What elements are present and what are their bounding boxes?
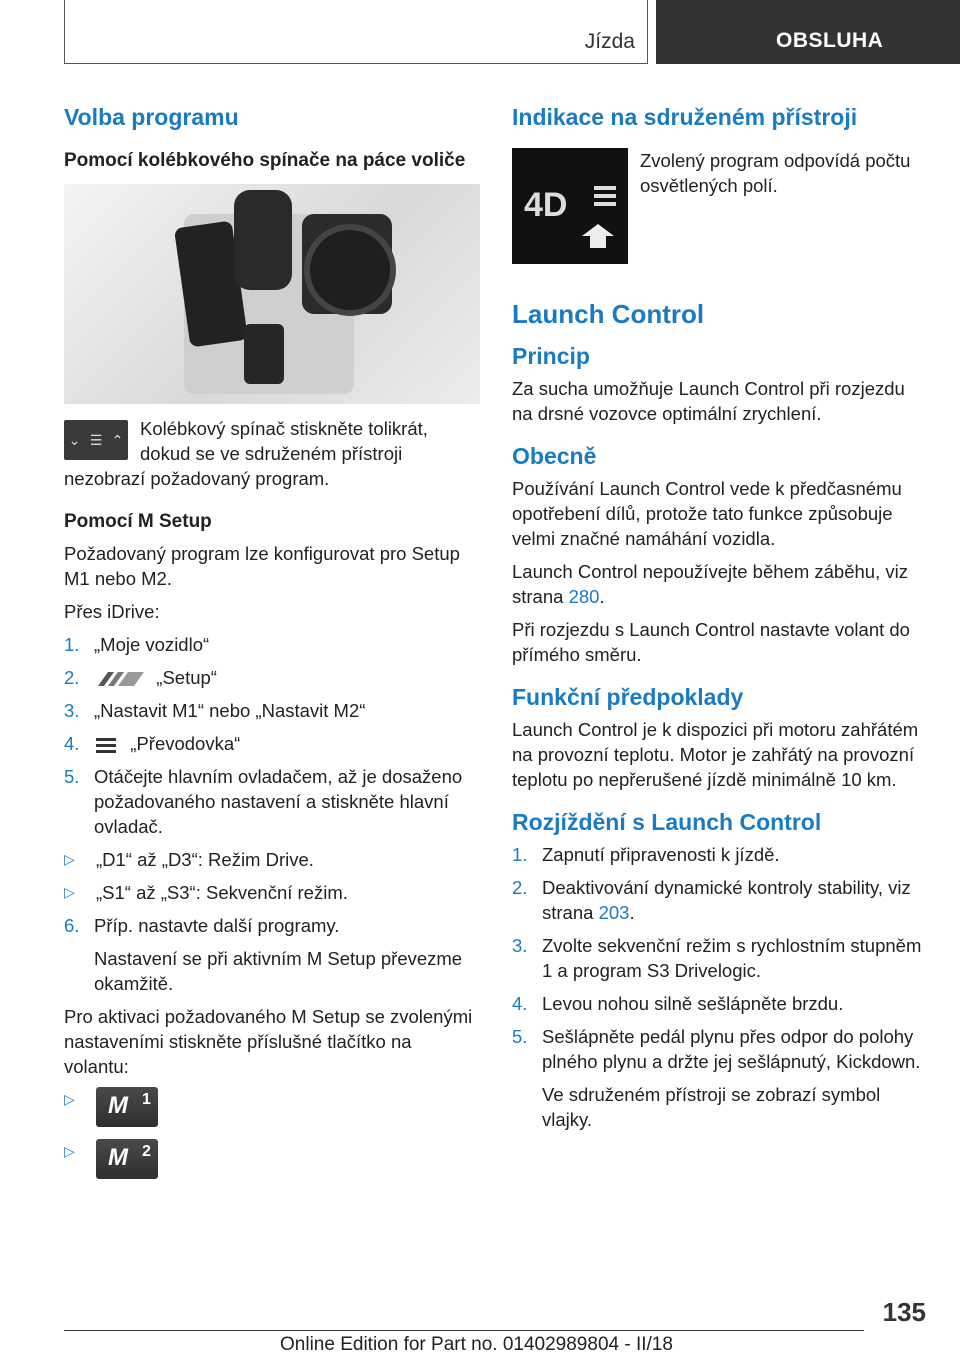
heading-obecne: Obecně bbox=[512, 443, 597, 469]
section-title-cluster: Indikace na sdruženém přístroji bbox=[512, 104, 858, 130]
obecne-text-2: Launch Control nepoužívejte během záběhu, viz strana 280. bbox=[512, 561, 908, 607]
m-buttons-list bbox=[64, 1087, 474, 1179]
header-section-box bbox=[64, 0, 648, 64]
header-chapter-box bbox=[656, 0, 960, 64]
section-title-launch: Launch Control bbox=[512, 299, 705, 329]
heading-predpoklady: Funkční předpoklady bbox=[512, 684, 744, 710]
obecne-text-3: Při rozjezdu s Launch Control nastavte volant do přímého směru. bbox=[512, 619, 910, 665]
list-item: 6. Příp. nastavte další programy. bbox=[64, 915, 340, 936]
rocker-paragraph bbox=[64, 416, 474, 491]
activate-text: Pro aktivaci požadovaného M Setup se zvolenými nastaveními stiskněte příslušné tlačítko na volantu: bbox=[64, 1006, 473, 1077]
launch-steps bbox=[512, 842, 928, 1074]
cluster-text: Zvolený program odpovídá počtu osvětlených polí. bbox=[640, 150, 911, 196]
page-link-203[interactable]: 203 bbox=[598, 902, 630, 923]
m-stripes-icon bbox=[94, 670, 146, 688]
right-column bbox=[512, 100, 928, 1140]
page-link-280[interactable]: 280 bbox=[568, 586, 600, 607]
subsection-msetup: Pomocí M Setup bbox=[64, 511, 212, 532]
list-item: 1. „Moje vozidlo“ bbox=[64, 634, 210, 655]
svg-text:4D: 4D bbox=[524, 186, 568, 224]
list-item: 3. „Nastavit M1“ nebo „Nastavit M2“ bbox=[64, 700, 366, 721]
rocker-text: Kolébkový spínač stiskněte tolikrát, dokud se ve sdruženém přístroji nezobrazí požadovaný program. bbox=[64, 418, 428, 489]
obecne-text-1: Používání Launch Control vede k předčasnému opotřebení dílů, protože tato funkce způsobuje velmi značné namáhání vozidla. bbox=[512, 478, 902, 549]
header-section: Jízda bbox=[584, 30, 635, 53]
transmission-menu-icon bbox=[94, 735, 120, 755]
heading-princip: Princip bbox=[512, 343, 590, 369]
msetup-text: Požadovaný program lze konfigurovat pro Setup M1 nebo M2. bbox=[64, 543, 460, 589]
footer-edition: Online Edition for Part no. 01402989804 - II/18 bbox=[280, 1334, 673, 1355]
idrive-steps-cont bbox=[64, 913, 474, 938]
section-title-program: Volba programu bbox=[64, 104, 239, 130]
list-item: ▷ „D1“ až „D3“: Režim Drive. bbox=[64, 849, 314, 870]
step6-note: Nastavení se při aktivním M Setup převezme okamžitě. bbox=[94, 948, 463, 994]
cluster-block bbox=[512, 148, 928, 224]
step5-note: Ve sdruženém přístroji se zobrazí symbol vlajky. bbox=[542, 1084, 881, 1130]
predpoklady-text: Launch Control je k dispozici při motoru zahřátém na provozní teplotu. Motor je zahřátý na provozní teplotu po nepřerušené jízdě minimálně 10 km. bbox=[512, 719, 919, 790]
heading-rozjizdeni: Rozjíždění s Launch Control bbox=[512, 809, 822, 835]
list-item: 2. Deaktivování dynamické kontroly stability, viz strana 203. bbox=[512, 877, 911, 923]
list-item: 1. Zapnutí připravenosti k jízdě. bbox=[512, 844, 780, 865]
left-column bbox=[64, 100, 474, 1187]
list-item: ▷ „S1“ až „S3“: Sekvenční režim. bbox=[64, 882, 348, 903]
idrive-steps bbox=[64, 632, 474, 839]
cluster-display-icon bbox=[512, 148, 628, 264]
rocker-switch-icon: ⌄ ☰ ⌃ bbox=[64, 420, 128, 460]
list-item: 2. „Setup“ bbox=[64, 667, 217, 688]
list-item: 3. Zvolte sekvenční režim s rychlostním stupněm 1 a program S3 Drivelogic. bbox=[512, 935, 922, 981]
list-item: 4. Levou nohou silně sešlápněte brzdu. bbox=[512, 993, 844, 1014]
page-number: 135 bbox=[882, 1297, 926, 1327]
list-item: 4. „Převodovka“ bbox=[64, 733, 241, 754]
list-item: ▷ M 2 bbox=[64, 1139, 474, 1179]
princip-text: Za sucha umožňuje Launch Control při rozjezdu na drsné vozovce optimální zrychlení. bbox=[512, 378, 905, 424]
idrive-text: Přes iDrive: bbox=[64, 601, 160, 622]
m1-button-icon: M 1 bbox=[96, 1087, 158, 1127]
drive-mode-bullets bbox=[64, 847, 474, 905]
header-chapter: OBSLUHA bbox=[776, 29, 884, 52]
list-item: 5. Otáčejte hlavním ovladačem, až je dosaženo požadovaného nastavení a stiskněte hlavní ovladač. bbox=[64, 766, 463, 837]
list-item: ▷ M 1 bbox=[64, 1087, 474, 1127]
selector-lever-photo bbox=[64, 184, 480, 404]
list-item: 5. Sešlápněte pedál plynu přes odpor do polohy plného plynu a držte jej sešlápnutý, Kickdown. bbox=[512, 1026, 921, 1072]
subsection-rocker: Pomocí kolébkového spínače na páce voliče bbox=[64, 150, 466, 171]
footer-divider bbox=[64, 1330, 864, 1331]
m2-button-icon: M 2 bbox=[96, 1139, 158, 1179]
